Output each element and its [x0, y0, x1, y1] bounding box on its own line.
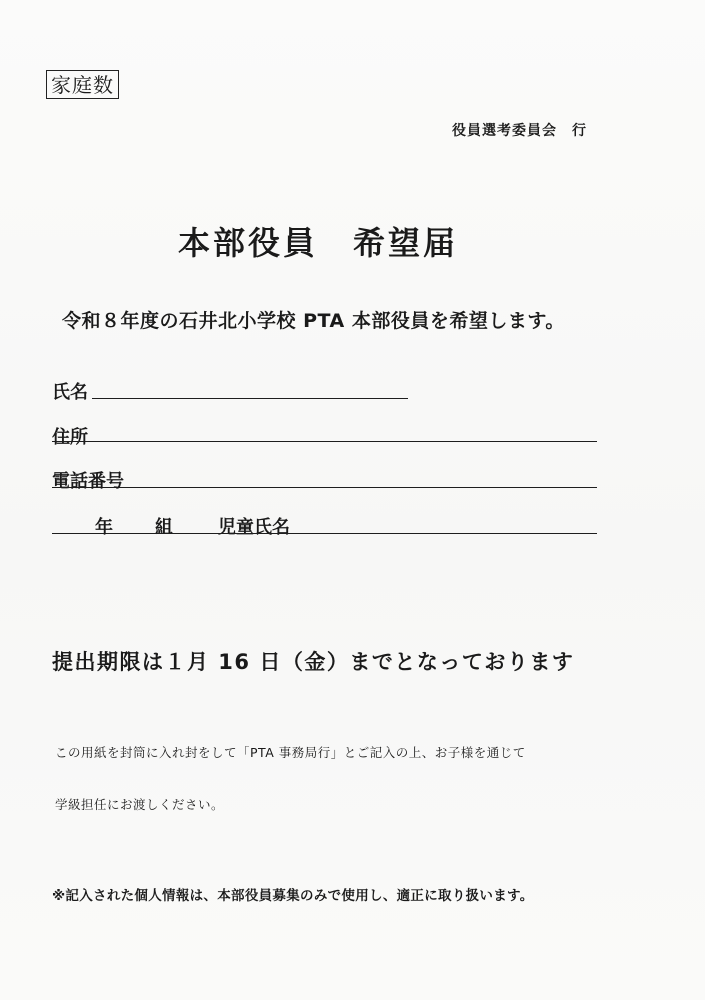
intro-statement: 令和８年度の石井北小学校 PTA 本部役員を希望します。	[62, 310, 565, 332]
child-name-label: 児童氏名	[218, 517, 290, 538]
child-info-field-line[interactable]	[52, 533, 597, 534]
address-label: 住所	[52, 427, 88, 448]
deadline-notice: 提出期限は１月 16 日（金）までとなっております	[52, 650, 575, 674]
instruction-line-1: この用紙を封筒に入れ封をして「PTA 事務局行」とご記入の上、お子様を通じて	[55, 745, 526, 760]
household-count-stamp: 家庭数	[46, 70, 119, 99]
name-field-line[interactable]	[92, 398, 408, 399]
grade-label: 年	[95, 517, 113, 538]
addressee: 役員選考委員会 行	[452, 123, 587, 139]
phone-label: 電話番号	[52, 471, 124, 492]
name-label: 氏名	[52, 382, 88, 403]
privacy-note: ※記入された個人情報は、本部役員募集のみで使用し、適正に取り扱います。	[52, 888, 534, 904]
instruction-line-2: 学級担任にお渡しください。	[55, 797, 225, 812]
address-field-line[interactable]	[52, 441, 597, 442]
page-title: 本部役員 希望届	[178, 224, 459, 262]
phone-field-line[interactable]	[52, 487, 597, 488]
class-label: 組	[155, 517, 173, 538]
